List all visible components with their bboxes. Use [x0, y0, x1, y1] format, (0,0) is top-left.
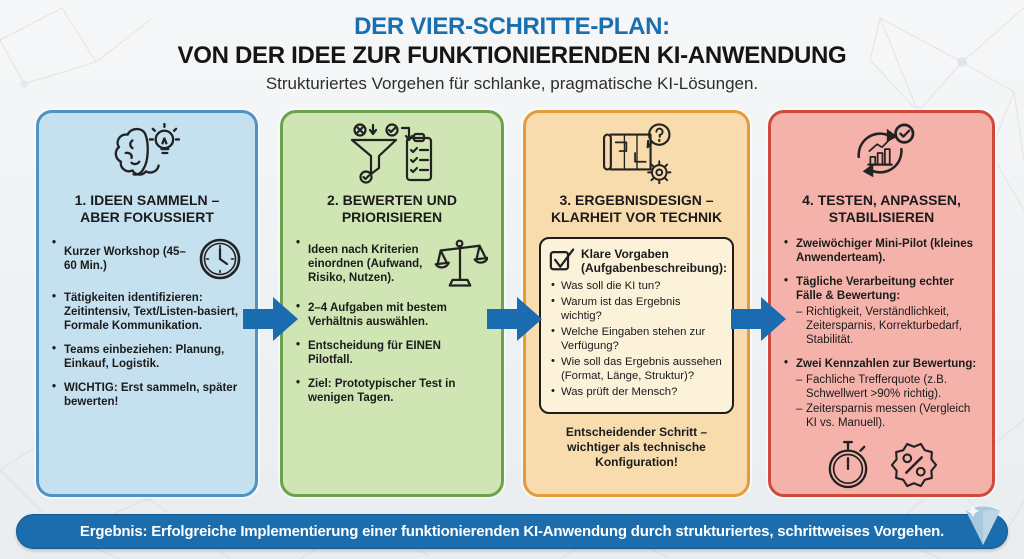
step-2-title-line2: PRIORISIEREN	[341, 208, 443, 225]
brain-lightbulb-icon	[52, 121, 242, 185]
bullet-text: Tägliche Verarbeitung echter Fälle & Bewertung:	[796, 275, 954, 302]
balance-scale-icon	[432, 237, 488, 291]
spec-box	[539, 237, 734, 414]
iterate-chart-check-icon	[784, 121, 979, 185]
diamond-decoration	[964, 501, 1002, 552]
sub-item: – Zeitersparnis messen (Vergleich KI vs. Manuell).	[796, 402, 979, 430]
list-item: • Tätigkeiten identifizieren: Zeitintensiv, Text/Listen-basiert, Formale Kommunikation.	[52, 291, 242, 333]
list-item	[784, 275, 979, 347]
step-3-title-line1: 3. ERGEBNISDESIGN –	[559, 192, 714, 208]
header	[0, 13, 1024, 94]
step-3-title	[539, 192, 734, 226]
spec-item: • Welche Eingaben stehen zur Verfügung?	[551, 326, 724, 353]
list-item	[296, 237, 488, 291]
right-arrow-icon	[487, 296, 543, 342]
step-3-title-line2: KLARHEIT VOR TECHNIK	[550, 208, 723, 225]
step-2-title-line1: 2. BEWERTEN UND	[327, 192, 457, 208]
bullet-text: Zwei Kennzahlen zur Bewertung:	[796, 357, 977, 370]
list-item: • Entscheidung für EINEN Pilotfall.	[296, 339, 488, 367]
step-card-4	[768, 110, 995, 497]
step-1-title-line1: 1. IDEEN SAMMELN –	[74, 192, 220, 208]
right-arrow-icon	[243, 296, 299, 342]
clock-icon	[198, 237, 242, 281]
bullet-text: • Kurzer Workshop (45–60 Min.)	[64, 245, 186, 272]
step-card-3	[523, 110, 750, 497]
main-title-line1: DER VIER-SCHRITTE-PLAN:	[354, 13, 670, 40]
step-3-note: Entscheidender Schritt – wichtiger als technische Konfiguration!	[565, 424, 708, 469]
spec-item: • Warum ist das Ergebnis wichtig?	[551, 296, 724, 323]
stopwatch-icon	[826, 440, 870, 495]
step-4-title-line1: 4. TESTEN, ANPASSEN,	[802, 192, 961, 208]
list-item: • WICHTIG: Erst sammeln, später bewerten!	[52, 381, 242, 409]
step-card-1	[36, 110, 258, 497]
step-1-title-line2: ABER FOKUSSIERT	[80, 208, 214, 225]
list-item: • 2–4 Aufgaben mit bestem Verhältnis auswählen.	[296, 301, 488, 329]
spec-item: • Was soll die KI tun?	[551, 280, 724, 294]
subtitle: Strukturiertes Vorgehen für schlanke, pragmatische KI-Lösungen.	[265, 74, 759, 93]
spec-item: • Wie soll das Ergebnis aussehen (Format, Länge, Struktur)?	[551, 356, 724, 383]
step-2-title	[296, 192, 488, 226]
spec-box-heading: Klare Vorgaben (Aufgabenbeschreibung):	[581, 246, 727, 275]
step-4-title-line2: STABILISIEREN	[828, 208, 935, 225]
bullet-text: • Ideen nach Kriterien einordnen (Aufwand, Risiko, Nutzen).	[308, 243, 423, 284]
blueprint-gear-icon	[539, 121, 734, 185]
step-1-title	[52, 192, 242, 226]
list-item	[784, 357, 979, 430]
list-item: • Teams einbeziehen: Planung, Einkauf, Logistik.	[52, 343, 242, 371]
list-item: • Zweiwöchiger Mini-Pilot (kleines Anwenderteam).	[784, 237, 979, 265]
sub-item: – Richtigkeit, Verständlichkeit, Zeitersparnis, Korrekturbedarf, Stabilität.	[796, 305, 979, 347]
step-4-title	[784, 192, 979, 226]
list-item	[52, 237, 242, 281]
percent-badge-icon	[890, 441, 938, 494]
right-arrow-icon	[731, 296, 787, 342]
sub-item: – Fachliche Trefferquote (z.B. Schwellwert >90% richtig).	[796, 373, 979, 401]
step-card-2	[280, 110, 504, 497]
main-title-line2: VON DER IDEE ZUR FUNKTIONIERENDEN KI-ANWENDUNG	[177, 42, 847, 69]
checkbox-icon	[549, 247, 575, 276]
funnel-checklist-icon	[296, 121, 488, 185]
list-item: • Ziel: Prototypischer Test in wenigen Tagen.	[296, 377, 488, 405]
result-text: Ergebnis: Erfolgreiche Implementierung einer funktionierenden KI-Anwendung durch strukturiertes, schrittweises Vorgehen.	[79, 523, 945, 540]
result-banner	[16, 514, 1008, 549]
spec-item: • Was prüft der Mensch?	[551, 386, 724, 400]
